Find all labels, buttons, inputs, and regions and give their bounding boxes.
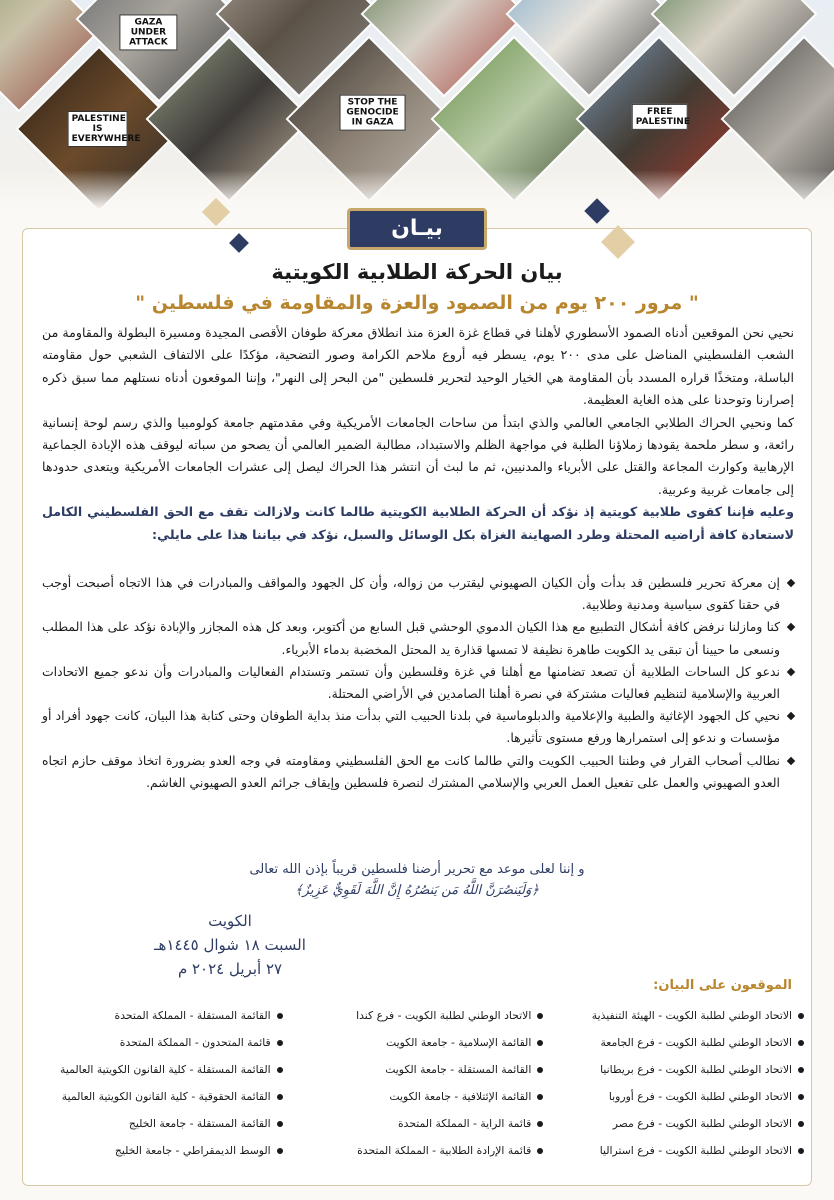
bullet-icon bbox=[798, 1040, 804, 1046]
statement-badge: بيـان bbox=[347, 208, 487, 250]
list-item: ندعو كل الساحات الطلابية أن تصعد تضامنها مع أهلنا في غزة وفلسطين وأن تستمر وتستدام الفعاليات والمبادرات وأن ندعو جميع الاتحادات العربية والإسلامية لتنظيم فعاليات مشتركة في نصرة أهلنا الصامدين في الأراضي المحتلة. bbox=[42, 661, 794, 705]
signer-label: القائمة الإسلامية - جامعة الكويت bbox=[385, 1036, 532, 1049]
points-list bbox=[42, 572, 794, 794]
signer-item bbox=[551, 1083, 804, 1110]
collage-fade bbox=[0, 170, 834, 210]
protest-sign: STOP THE GENOCIDE IN GAZA bbox=[340, 95, 406, 131]
paragraph: كما ونحيي الحراك الطلابي الجامعي العالمي والذي ابتدأ من ساحات الجامعات الأمريكية وفي مقدمتهم جامعة كولومبيا والذي رسم لوحة إنسانية رائعة، و سطر ملحمة يقودها زملاؤنا الطلبة في مواجهة الظلم والاستبداد، مطالبة الضمير العالمي أن يصحو من سباته ليوقف هذه الإبادة الجماعية الإرهابية وكوارث المجاعة والقتل على الأبرياء والمدنيين، ثم ما لبث أن انتشر هذا الحراك ليصل إلى عشرات الجامعات الأمريكية ويتعدى حدودها إلى جامعات غربية وعربية. bbox=[42, 414, 794, 497]
signer-label: الاتحاد الوطني لطلبة الكويت - فرع استراليا bbox=[599, 1144, 792, 1157]
signer-item bbox=[30, 1029, 283, 1056]
bullet-icon bbox=[277, 1067, 283, 1073]
signer-label: قائمة المتحدون - المملكة المتحدة bbox=[119, 1036, 271, 1049]
list-item: كنا ومازلنا نرفض كافة أشكال التطبيع مع هذا الكيان الدموي الوحشي قبل السابع من أكتوبر، وبعد كل هذه المجازر والإبادة نؤكد على هذا المطلب ونسعى ما حيينا أن تبقى يد الكويت طاهرة نظيفة لا تمسها قذارة يد المحتل المخضبة بدماء الأبرياء. bbox=[42, 616, 794, 660]
bullet-icon bbox=[277, 1148, 283, 1154]
hijri-date: السبت ١٨ شوال ١٤٤٥هـ bbox=[154, 936, 306, 954]
signer-item bbox=[551, 1110, 804, 1137]
bullet-icon bbox=[537, 1013, 543, 1019]
signer-label: القائمة الحقوقية - كلية القانون الكويتية العالمية bbox=[61, 1090, 271, 1103]
signer-item bbox=[551, 1137, 804, 1164]
statement-body bbox=[42, 322, 794, 546]
signer-item bbox=[291, 1137, 544, 1164]
signer-item bbox=[30, 1056, 283, 1083]
statement-subtitle: " مرور ٢٠٠ يوم من الصمود والعزة والمقاومة في فلسطين " bbox=[135, 292, 699, 314]
bullet-icon bbox=[277, 1121, 283, 1127]
bullet-icon bbox=[537, 1121, 543, 1127]
bullet-icon bbox=[537, 1148, 543, 1154]
signer-label: الاتحاد الوطني لطلبة الكويت - فرع أوروبا bbox=[608, 1090, 792, 1103]
signer-item bbox=[30, 1137, 283, 1164]
bullet-icon bbox=[798, 1067, 804, 1073]
signer-label: قائمة الراية - المملكة المتحدة bbox=[398, 1117, 532, 1130]
signer-label: الاتحاد الوطني لطلبة الكويت - فرع كندا bbox=[356, 1009, 532, 1022]
bullet-icon bbox=[537, 1094, 543, 1100]
protest-sign: FREE PALESTINE bbox=[632, 104, 688, 130]
signer-label: القائمة المستقلة - جامعة الخليج bbox=[128, 1117, 271, 1130]
protest-sign: GAZA UNDER ATTACK bbox=[119, 14, 177, 50]
signer-item bbox=[30, 1002, 283, 1029]
signer-item bbox=[30, 1083, 283, 1110]
signer-label: الوسط الديمقراطي - جامعة الخليج bbox=[114, 1144, 271, 1157]
signer-item bbox=[551, 1056, 804, 1083]
bullet-icon bbox=[537, 1040, 543, 1046]
signer-item bbox=[551, 1002, 804, 1029]
signer-item bbox=[30, 1110, 283, 1137]
signer-item bbox=[291, 1056, 544, 1083]
signers-list bbox=[30, 1002, 804, 1182]
list-item: نحيي كل الجهود الإغاثية والطبية والإعلامية والدبلوماسية في بلدنا الحبيب التي بدأت منذ بداية الطوفان وحتى كتابة هذا البيان، كانت جهود أفراد أو مؤسسات و ندعو إلى استمرارها ورفع مستوى تأثيرها. bbox=[42, 705, 794, 749]
place: الكويت bbox=[208, 912, 252, 930]
signer-label: القائمة الإئتلافية - جامعة الكويت bbox=[389, 1090, 532, 1103]
signer-label: القائمة المستقلة - المملكة المتحدة bbox=[114, 1009, 271, 1022]
signer-item bbox=[291, 1083, 544, 1110]
signer-item bbox=[551, 1029, 804, 1056]
signer-label: الاتحاد الوطني لطلبة الكويت - الهيئة التنفيذية bbox=[591, 1009, 792, 1022]
bullet-icon bbox=[798, 1148, 804, 1154]
signer-item bbox=[291, 1029, 544, 1056]
bullet-icon bbox=[277, 1013, 283, 1019]
gregorian-date: ٢٧ أبريل ٢٠٢٤ م bbox=[177, 960, 283, 978]
bullet-icon bbox=[277, 1094, 283, 1100]
paragraph-highlight: وعليه فإننا كقوى طلابية كويتية إذ نؤكد أن الحركة الطلابية الكويتية طالما كانت ولازالت تقف مع الحق الفلسطيني الكامل لاستعادة كافة أراضيه المحتلة وطرد الصهاينة الغزاة بكل الوسائل والسبل، نؤكد في بياننا هذا على مايلي: bbox=[42, 504, 794, 542]
signer-label: القائمة المستقلة - كلية القانون الكويتية العالمية bbox=[60, 1063, 271, 1076]
bullet-icon bbox=[798, 1094, 804, 1100]
list-item: إن معركة تحرير فلسطين قد بدأت وأن الكيان الصهيوني ليقترب من زواله، وأن كل الجهود والمواقف والمبادرات في هذا الاتجاه أصبحت أوجب في حقنا كقوى سياسية ومدنية وطلابية. bbox=[42, 572, 794, 616]
signer-label: الاتحاد الوطني لطلبة الكويت - فرع بريطانيا bbox=[600, 1063, 792, 1076]
bullet-icon bbox=[277, 1040, 283, 1046]
signer-label: الاتحاد الوطني لطلبة الكويت - فرع مصر bbox=[612, 1117, 792, 1130]
signer-item bbox=[291, 1110, 544, 1137]
bullet-icon bbox=[537, 1067, 543, 1073]
closing-line: و إننا لعلى موعد مع تحرير أرضنا فلسطين قريباً بإذن الله تعالى bbox=[249, 862, 585, 877]
signer-label: الاتحاد الوطني لطلبة الكويت - فرع الجامعة bbox=[600, 1036, 792, 1049]
paragraph: نحيي نحن الموقعين أدناه الصمود الأسطوري لأهلنا في قطاع غزة العزة منذ انطلاق معركة طوفان الأقصى المجيدة ومسيرة البطولة والمقاومة من الشعب الفلسطيني المناضل على مدى ٢٠٠ يوم، يسطر فيه أروع ملاحم الكرامة وصور التضحية، مؤكدًا على الالتفاف الشعبي حول مقاومته الباسلة، ومتخذًا قراره المسدد بأن المقاومة هي الخيار الوحيد لتحرير فلسطين "من البحر إلى النهر"، وإننا الموقعون أدناه نستلهم مما سبق ذكره إصرارنا وتوحدنا على هذه الغاية العظيمة. bbox=[42, 325, 794, 408]
signer-label: القائمة المستقلة - جامعة الكويت bbox=[385, 1063, 532, 1076]
list-item: نطالب أصحاب القرار في وطننا الحبيب الكويت والتي طالما كانت مع الحق الفلسطيني ومقاومته في وجه العدو بضرورة اتخاذ موقف حازم اتجاه العدو الصهيوني والعمل على تفعيل العمل العربي والإسلامي المشترك لنصرة فلسطين وإيقاف جرائم العدو الصهيوني الغاشم. bbox=[42, 750, 794, 794]
protest-sign: PALESTINE IS EVERYWHERE bbox=[68, 111, 128, 147]
bullet-icon bbox=[798, 1013, 804, 1019]
bullet-icon bbox=[798, 1121, 804, 1127]
signer-label: قائمة الإرادة الطلابية - المملكة المتحدة bbox=[357, 1144, 532, 1157]
statement-title: بيان الحركة الطلابية الكويتية bbox=[271, 260, 563, 284]
signer-item bbox=[291, 1002, 544, 1029]
signers-title: الموقعون على البيان: bbox=[653, 978, 792, 993]
quran-verse: ﴿وَلَيَنصُرَنَّ اللَّهُ مَن يَنصُرُهُ إِنَّ اللَّهَ لَقَوِيٌّ عَزِيزٌ﴾ bbox=[295, 883, 539, 898]
protest-photo-collage bbox=[0, 0, 834, 210]
